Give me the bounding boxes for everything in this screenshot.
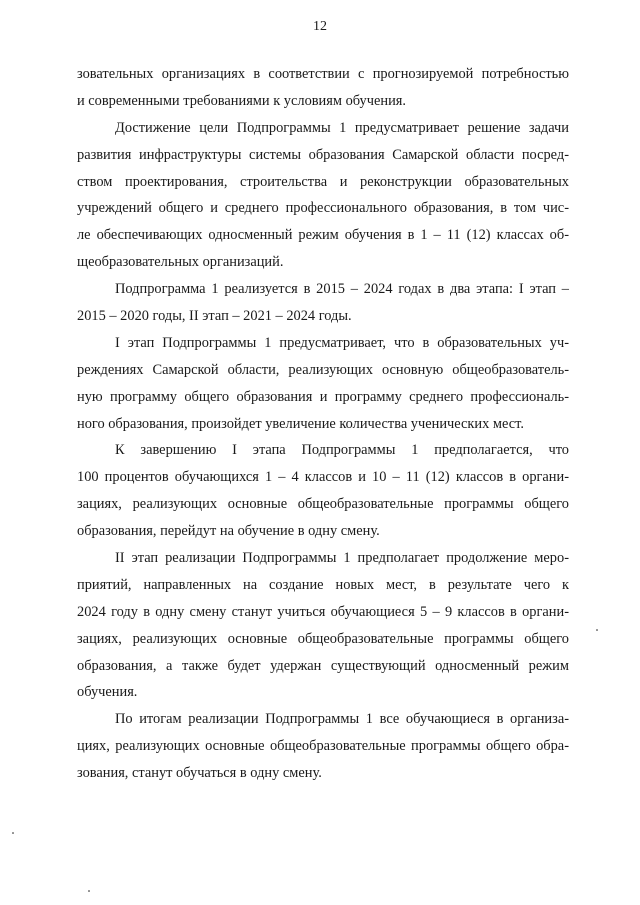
text-line: Подпрограмма 1 реализуется в 2015 – 2024 годах в два этапа: I этап –	[115, 281, 569, 298]
text-line: обучения.	[77, 684, 138, 701]
scan-speck	[596, 629, 598, 631]
text-line: I этап Подпрограммы 1 предусматривает, что в образовательных уч-	[115, 334, 569, 351]
text-line: образования, а также будет удержан существующий односменный режим	[77, 657, 569, 674]
scan-speck	[12, 832, 14, 834]
text-line: 2024 году в одну смену станут учиться обучающиеся 5 – 9 классов в органи-	[77, 603, 569, 620]
text-line: По итогам реализации Подпрограммы 1 все обучающиеся в организа-	[115, 711, 569, 728]
text-line: циях, реализующих основные общеобразовательные программы общего обра-	[77, 738, 569, 755]
text-line: учреждений общего и среднего профессионального образования, в том чис-	[77, 200, 569, 217]
page-number: 12	[313, 19, 327, 34]
text-line: ную программу общего образования и программу среднего профессиональ-	[77, 388, 569, 405]
text-line: 100 процентов обучающихся 1 – 4 классов и 10 – 11 (12) классов в органи-	[77, 469, 569, 486]
text-line: зациях, реализующих основные общеобразовательные программы общего	[77, 630, 569, 647]
text-line: К завершению I этапа Подпрограммы 1 предполагается, что	[115, 442, 569, 459]
text-line: ле обеспечивающих односменный режим обучения в 1 – 11 (12) классах об-	[77, 227, 569, 244]
scan-speck	[88, 890, 90, 892]
text-line: Достижение цели Подпрограммы 1 предусматривает решение задачи	[115, 119, 569, 136]
text-line: зовательных организациях в соответствии с прогнозируемой потребностью	[77, 66, 569, 82]
text-line: 2015 – 2020 годы, II этап – 2021 – 2024 годы.	[77, 308, 352, 325]
text-line: ством проектирования, строительства и реконструкции образовательных	[77, 173, 569, 190]
text-line: реждениях Самарской области, реализующих основную общеобразователь-	[77, 361, 569, 378]
text-line: зациях, реализующих основные общеобразовательные программы общего	[77, 496, 569, 513]
text-line: II этап реализации Подпрограммы 1 предполагает продолжение меро-	[115, 550, 569, 567]
text-line: приятий, направленных на создание новых мест, в результате чего к	[77, 576, 569, 593]
text-line: ного образования, произойдет увеличение количества ученических мест.	[77, 415, 524, 432]
text-line: развития инфраструктуры системы образования Самарской области посред-	[77, 146, 569, 163]
body-text	[77, 61, 569, 787]
text-line: щеобразовательных организаций.	[77, 254, 284, 271]
text-line: и современными требованиями к условиям обучения.	[77, 92, 406, 109]
text-line: образования, перейдут на обучение в одну смену.	[77, 523, 380, 540]
text-line: зования, станут обучаться в одну смену.	[77, 765, 322, 782]
